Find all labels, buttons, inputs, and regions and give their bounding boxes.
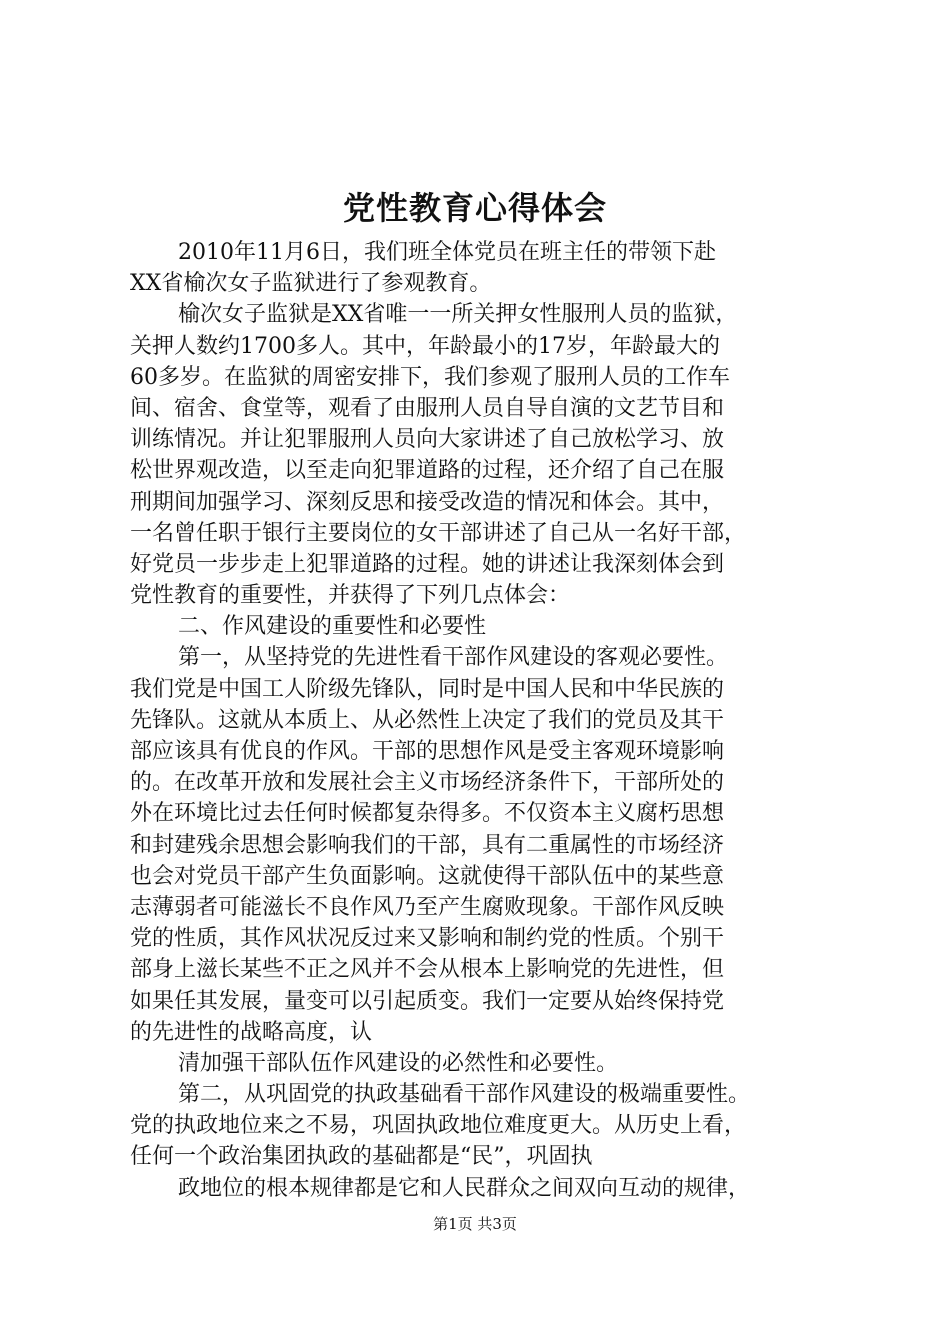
text-line: 2010年11月6日，我们班全体党员在班主任的带领下赴	[178, 240, 716, 265]
text-line: 先锋队。这就从本质上、从必然性上决定了我们的党员及其干	[130, 707, 725, 733]
text-line: 好党员一步步走上犯罪道路的过程。她的讲述让我深刻体会到	[130, 551, 725, 577]
text-line: 党的性质，其作风状况反过来又影响和制约党的性质。个别干	[130, 926, 725, 952]
text-line: 二、作风建设的重要性和必要性	[178, 614, 487, 640]
text-line: 如果任其发展，量变可以引起质变。我们一定要从始终保持党	[130, 988, 725, 1014]
text-line: 党性教育的重要性，并获得了下列几点体会：	[130, 583, 571, 609]
text-line: 党的执政地位来之不易，巩固执政地位难度更大。从历史上看，	[130, 1113, 747, 1139]
text-line: 一名曾任职于银行主要岗位的女干部讲述了自己从一名好干部，	[130, 520, 747, 546]
document-title: 党性教育心得体会	[342, 189, 607, 227]
text-line: 关押人数约1700多人。其中，年龄最小的17岁，年龄最大的	[130, 333, 720, 359]
text-line: 志薄弱者可能滋长不良作风乃至产生腐败现象。干部作风反映	[130, 894, 725, 920]
text-line: 部应该具有优良的作风。干部的思想作风是受主客观环境影响	[130, 739, 725, 764]
text-line: 第二，从巩固党的执政基础看干部作风建设的极端重要性。	[178, 1082, 751, 1108]
document-body	[130, 237, 830, 1204]
text-line: 外在环境比过去任何时候都复杂得多。不仅资本主义腐朽思想	[130, 801, 725, 827]
text-line: 部身上滋长某些不正之风并不会从根本上影响党的先进性，但	[130, 957, 725, 983]
text-line: 松世界观改造，以至走向犯罪道路的过程，还介绍了自己在服	[130, 458, 725, 484]
text-line: XX省榆次女子监狱进行了参观教育。	[130, 271, 492, 297]
text-line: 也会对党员干部产生负面影响。这就使得干部队伍中的某些意	[130, 863, 725, 889]
text-line: 清加强干部队伍作风建设的必然性和必要性。	[178, 1050, 619, 1076]
text-line: 政地位的根本规律都是它和人民群众之间双向互动的规律，	[178, 1175, 751, 1201]
text-line: 榆次女子监狱是XX省唯一一所关押女性服刑人员的监狱，	[178, 302, 738, 328]
text-line: 和封建残余思想会影响我们的干部，具有二重属性的市场经济	[130, 832, 725, 858]
page-footer: 第1页 共3页	[433, 1215, 517, 1233]
text-line: 第一，从坚持党的先进性看干部作风建设的客观必要性。	[178, 645, 729, 671]
text-line: 训练情况。并让犯罪服刑人员向大家讲述了自己放松学习、放	[130, 427, 725, 453]
text-line: 我们党是中国工人阶级先锋队，同时是中国人民和中华民族的	[130, 676, 725, 702]
text-line: 的先进性的战略高度，认	[130, 1019, 373, 1045]
text-line: 的。在改革开放和发展社会主义市场经济条件下，干部所处的	[130, 770, 725, 796]
text-line: 刑期间加强学习、深刻反思和接受改造的情况和体会。其中，	[130, 489, 725, 515]
text-line: 任何一个政治集团执政的基础都是“民”，巩固执	[130, 1144, 593, 1170]
text-line: 间、宿舍、食堂等，观看了由服刑人员自导自演的文艺节目和	[130, 395, 725, 421]
text-line: 60多岁。在监狱的周密安排下，我们参观了服刑人员的工作车	[130, 364, 730, 390]
